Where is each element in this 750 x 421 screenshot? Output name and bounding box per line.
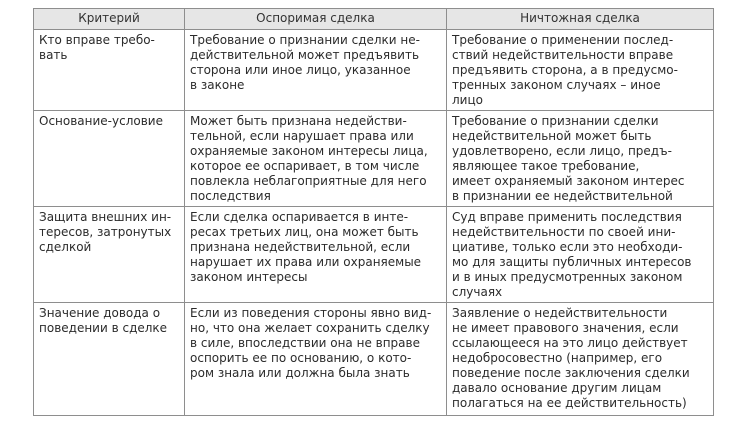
text-line: мо для защиты публичных интересов	[452, 255, 692, 269]
table-row	[34, 303, 714, 416]
text-line: не имеет правового значения, если	[452, 321, 679, 335]
cell-voidable	[185, 111, 447, 207]
cell-voidable	[185, 303, 447, 416]
text-line: и в иных предусмотренных законом	[452, 270, 683, 284]
cell-void	[447, 30, 714, 111]
text-line: имеет охраняемый законом интерес	[452, 174, 685, 188]
cell-void	[447, 207, 714, 303]
text-line: недобросовестно (например, его	[452, 351, 663, 365]
header-voidable-deal: Оспоримая сделка	[185, 9, 447, 30]
text-line: оспорить ее по основанию, о кото-	[190, 351, 412, 365]
text-line: Защита внешних ин-	[39, 210, 172, 224]
cell-void	[447, 303, 714, 416]
text-line: охраняемые законом интересы лица,	[190, 144, 428, 158]
text-line: нарушает их права или охраняемые	[190, 255, 422, 269]
header-void-deal: Ничтожная сделка	[447, 9, 714, 30]
table-header-row	[34, 9, 714, 30]
text-line: которое ее оспаривает, в том числе	[190, 159, 420, 173]
text-line: поведение после заключения сделки	[452, 366, 690, 380]
text-line: но, что она желает сохранить сделку	[190, 321, 430, 335]
text-line: в признании ее недействительной	[452, 189, 673, 203]
text-line: недействительности по своей ини-	[452, 225, 676, 239]
text-line: сделкой	[39, 240, 92, 254]
text-line: сторона или иное лицо, указанное	[190, 63, 411, 77]
text-line: законом интересы	[190, 270, 308, 284]
text-line: Основание-условие	[39, 114, 163, 128]
text-line: случаях	[452, 285, 503, 299]
text-line: вать	[39, 48, 68, 62]
text-line: лицо	[452, 93, 483, 107]
table-row	[34, 111, 714, 207]
text-line: недействительной может быть	[452, 129, 652, 143]
cell-criterion	[34, 303, 185, 416]
header-criterion: Критерий	[34, 9, 185, 30]
text-line: предъявить сторона, а в предусмо-	[452, 63, 678, 77]
text-line: Суд вправе применить последствия	[452, 210, 682, 224]
text-line: полагаться на ее действительность)	[452, 396, 687, 410]
comparison-table-wrapper	[33, 8, 713, 416]
text-line: Если сделка оспаривается в инте-	[190, 210, 409, 224]
text-line: удовлетворено, если лицо, предъ-	[452, 144, 672, 158]
text-line: давало основание другим лицам	[452, 381, 662, 395]
cell-voidable	[185, 30, 447, 111]
text-line: являющее такое требование,	[452, 159, 640, 173]
text-line: тересов, затронутых	[39, 225, 172, 239]
text-line: ссылающееся на это лицо действует	[452, 336, 688, 350]
cell-criterion	[34, 207, 185, 303]
text-line: в законе	[190, 78, 245, 92]
text-line: тельной, если нарушает права или	[190, 129, 414, 143]
table-row	[34, 207, 714, 303]
table-row	[34, 30, 714, 111]
text-line: Требование о признании сделки не-	[190, 33, 420, 47]
text-line: действительной может предъявить	[190, 48, 420, 62]
text-line: ром знала или должна была знать	[190, 366, 410, 380]
text-line: Может быть признана недействи-	[190, 114, 407, 128]
text-line: последствия	[190, 189, 271, 203]
text-line: признана недействительной, если	[190, 240, 411, 254]
text-line: повлекла неблагоприятные для него	[190, 174, 427, 188]
text-line: Если из поведения стороны явно вид-	[190, 306, 432, 320]
text-line: ствий недействительности вправе	[452, 48, 674, 62]
cell-criterion	[34, 111, 185, 207]
text-line: циативе, только если это необходи-	[452, 240, 683, 254]
text-line: Требование о признании сделки	[452, 114, 659, 128]
text-line: Значение довода о	[39, 306, 161, 320]
text-line: Требование о применении послед-	[452, 33, 674, 47]
comparison-table	[33, 8, 714, 416]
text-line: в силе, впоследствии она не вправе	[190, 336, 420, 350]
text-line: Заявление о недействительности	[452, 306, 668, 320]
cell-void	[447, 111, 714, 207]
text-line: ресах третьих лиц, она может быть	[190, 225, 419, 239]
text-line: тренных законом случаях – иное	[452, 78, 661, 92]
cell-voidable	[185, 207, 447, 303]
cell-criterion	[34, 30, 185, 111]
text-line: поведении в сделке	[39, 321, 168, 335]
text-line: Кто вправе требо-	[39, 33, 155, 47]
